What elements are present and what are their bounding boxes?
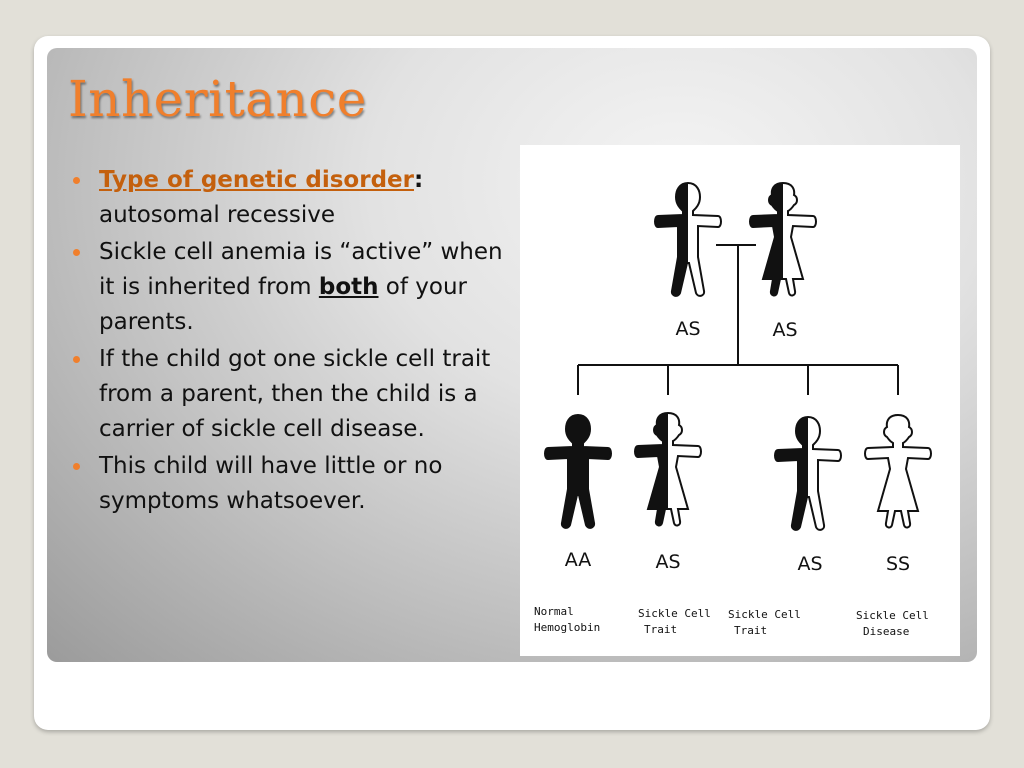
term-value: autosomal recessive	[99, 202, 336, 228]
child-caption-line1: Sickle Cell	[638, 607, 711, 620]
bullet-dot-icon	[73, 249, 80, 256]
child-caption-line1: Sickle Cell	[856, 609, 929, 622]
pedigree-figure	[520, 145, 960, 656]
bullet-item	[70, 342, 520, 447]
child-caption-line2: Trait	[644, 623, 678, 636]
bullet-dot-icon	[73, 177, 80, 184]
child-genotype-label: AS	[797, 553, 823, 575]
child-as-female-figure-icon	[635, 413, 701, 525]
child-aa-figure-icon	[545, 415, 611, 528]
bullet-dot-icon	[73, 463, 80, 470]
bullet-item	[70, 163, 520, 233]
pedigree-diagram	[520, 145, 960, 656]
child-caption-line2: Trait	[734, 624, 768, 637]
bullet-text: of your parents.	[99, 274, 468, 335]
bullet-item	[70, 449, 520, 519]
child-caption-line1: Sickle Cell	[728, 608, 801, 621]
child-genotype-label: AA	[564, 549, 592, 571]
bullet-text: Sickle cell anemia is “active” when it is inherited from	[99, 239, 503, 300]
child-caption-line2: Disease	[863, 625, 910, 638]
term-genetic-disorder: Type of genetic disorder	[99, 167, 414, 193]
slide-title: Inheritance	[68, 70, 367, 128]
child-as-male-figure-icon	[775, 417, 841, 530]
bullet-item	[70, 235, 520, 340]
mother-figure-icon	[750, 183, 816, 295]
child-genotype-label: SS	[885, 553, 911, 575]
father-genotype-label: AS	[675, 318, 701, 340]
father-figure-icon	[655, 183, 721, 296]
bullet-list	[70, 163, 520, 521]
mother-genotype-label: AS	[772, 319, 798, 341]
child-genotype-label: AS	[655, 551, 681, 573]
bullet-emphasis: both	[318, 274, 379, 300]
bullet-dot-icon	[73, 356, 80, 363]
child-caption-line1: Normal	[534, 605, 574, 618]
bullet-text: If the child got one sickle cell trait from a parent, then the child is a carrier of sickle cell disease.	[99, 346, 491, 442]
child-caption-line2: Hemoglobin	[534, 621, 601, 634]
term-colon: :	[413, 167, 424, 193]
child-ss-figure-icon	[865, 415, 931, 527]
pedigree-lines	[578, 245, 898, 395]
bullet-text: This child will have little or no symptoms whatsoever.	[99, 453, 443, 514]
